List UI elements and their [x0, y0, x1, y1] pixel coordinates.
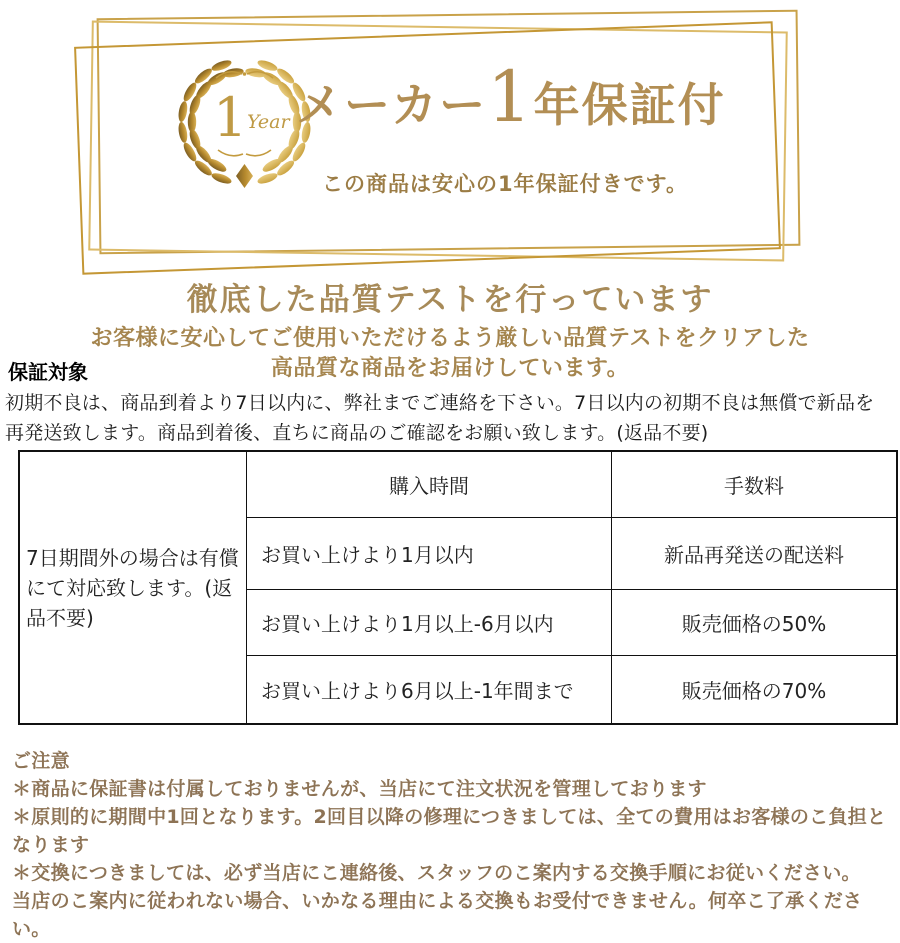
banner-subtitle: この商品は安心の1年保証付きです。	[322, 172, 688, 196]
notes-heading: ご注意	[12, 750, 70, 772]
fee-table-header-row	[19, 451, 897, 517]
fee-table-col-fee: 手数料	[612, 451, 898, 517]
note-item-4: 当店のこ案内に従われない場合、いかなる理由による交換もお受付できません。何卒こ了承ください。	[12, 889, 863, 940]
fee-table-fee-1: 新品再発送の配送料	[612, 517, 898, 589]
warranty-target-label: 保証対象	[8, 360, 88, 384]
badge-number-text: 1	[213, 86, 248, 149]
quality-heading: 徹底した品質テストを行っています	[186, 282, 714, 318]
banner-title-pre: メーカー	[296, 78, 488, 132]
note-item-2: ＊原則的に期間中1回となります。2回目以降の修理につきましては、全ての費用はお客様のこ負担となります	[12, 805, 887, 856]
fee-table-period-1: お買い上けより1月以内	[247, 517, 612, 589]
note-item-1: ＊商品に保証書は付属しておりませんが、当店にて注文状況を管理しております	[12, 777, 707, 800]
fee-table-fee-2: 販売価格の50%	[612, 589, 898, 655]
warranty-policy-text	[5, 388, 898, 448]
fee-table-period-2: お買い上けより1月以上-6月以内	[247, 589, 612, 655]
fee-table-col-purchase-time: 購入時間	[247, 451, 612, 517]
fee-table	[18, 450, 898, 725]
warranty-policy-line-2: 再発送致します。商品到着後、直ちに商品のご確認をお願い致します。(返品不要)	[5, 422, 709, 445]
banner-title-post: 年保証付	[533, 78, 726, 132]
quality-line-2: 高品質な商品をお届けしています。	[270, 356, 630, 381]
banner-title	[296, 56, 726, 138]
banner-title-number: 1	[487, 56, 534, 138]
quality-line-1: お客様に安心してご使用いただけるよう厳しい品質テストをクリアした	[90, 326, 810, 351]
notes-section	[12, 748, 894, 943]
fee-table-fee-3: 販売価格の70%	[612, 655, 898, 724]
warranty-policy-line-1: 初期不良は、商品到着より7日以内に、弊社までご連絡を下さい。7日以内の初期不良は無償で新品を	[5, 392, 875, 414]
fee-table-side-label: 7日期間外の場合は有償にて対応致します。(返品不要)	[19, 451, 247, 724]
fee-table-period-3: お買い上けより6月以上-1年間まで	[247, 655, 612, 724]
badge-unit-text: Year	[247, 111, 290, 133]
note-item-3: ＊交換につきましては、必ず当店にこ連絡後、スタッフのこ案内する交換手順にお従いください。	[12, 861, 861, 884]
